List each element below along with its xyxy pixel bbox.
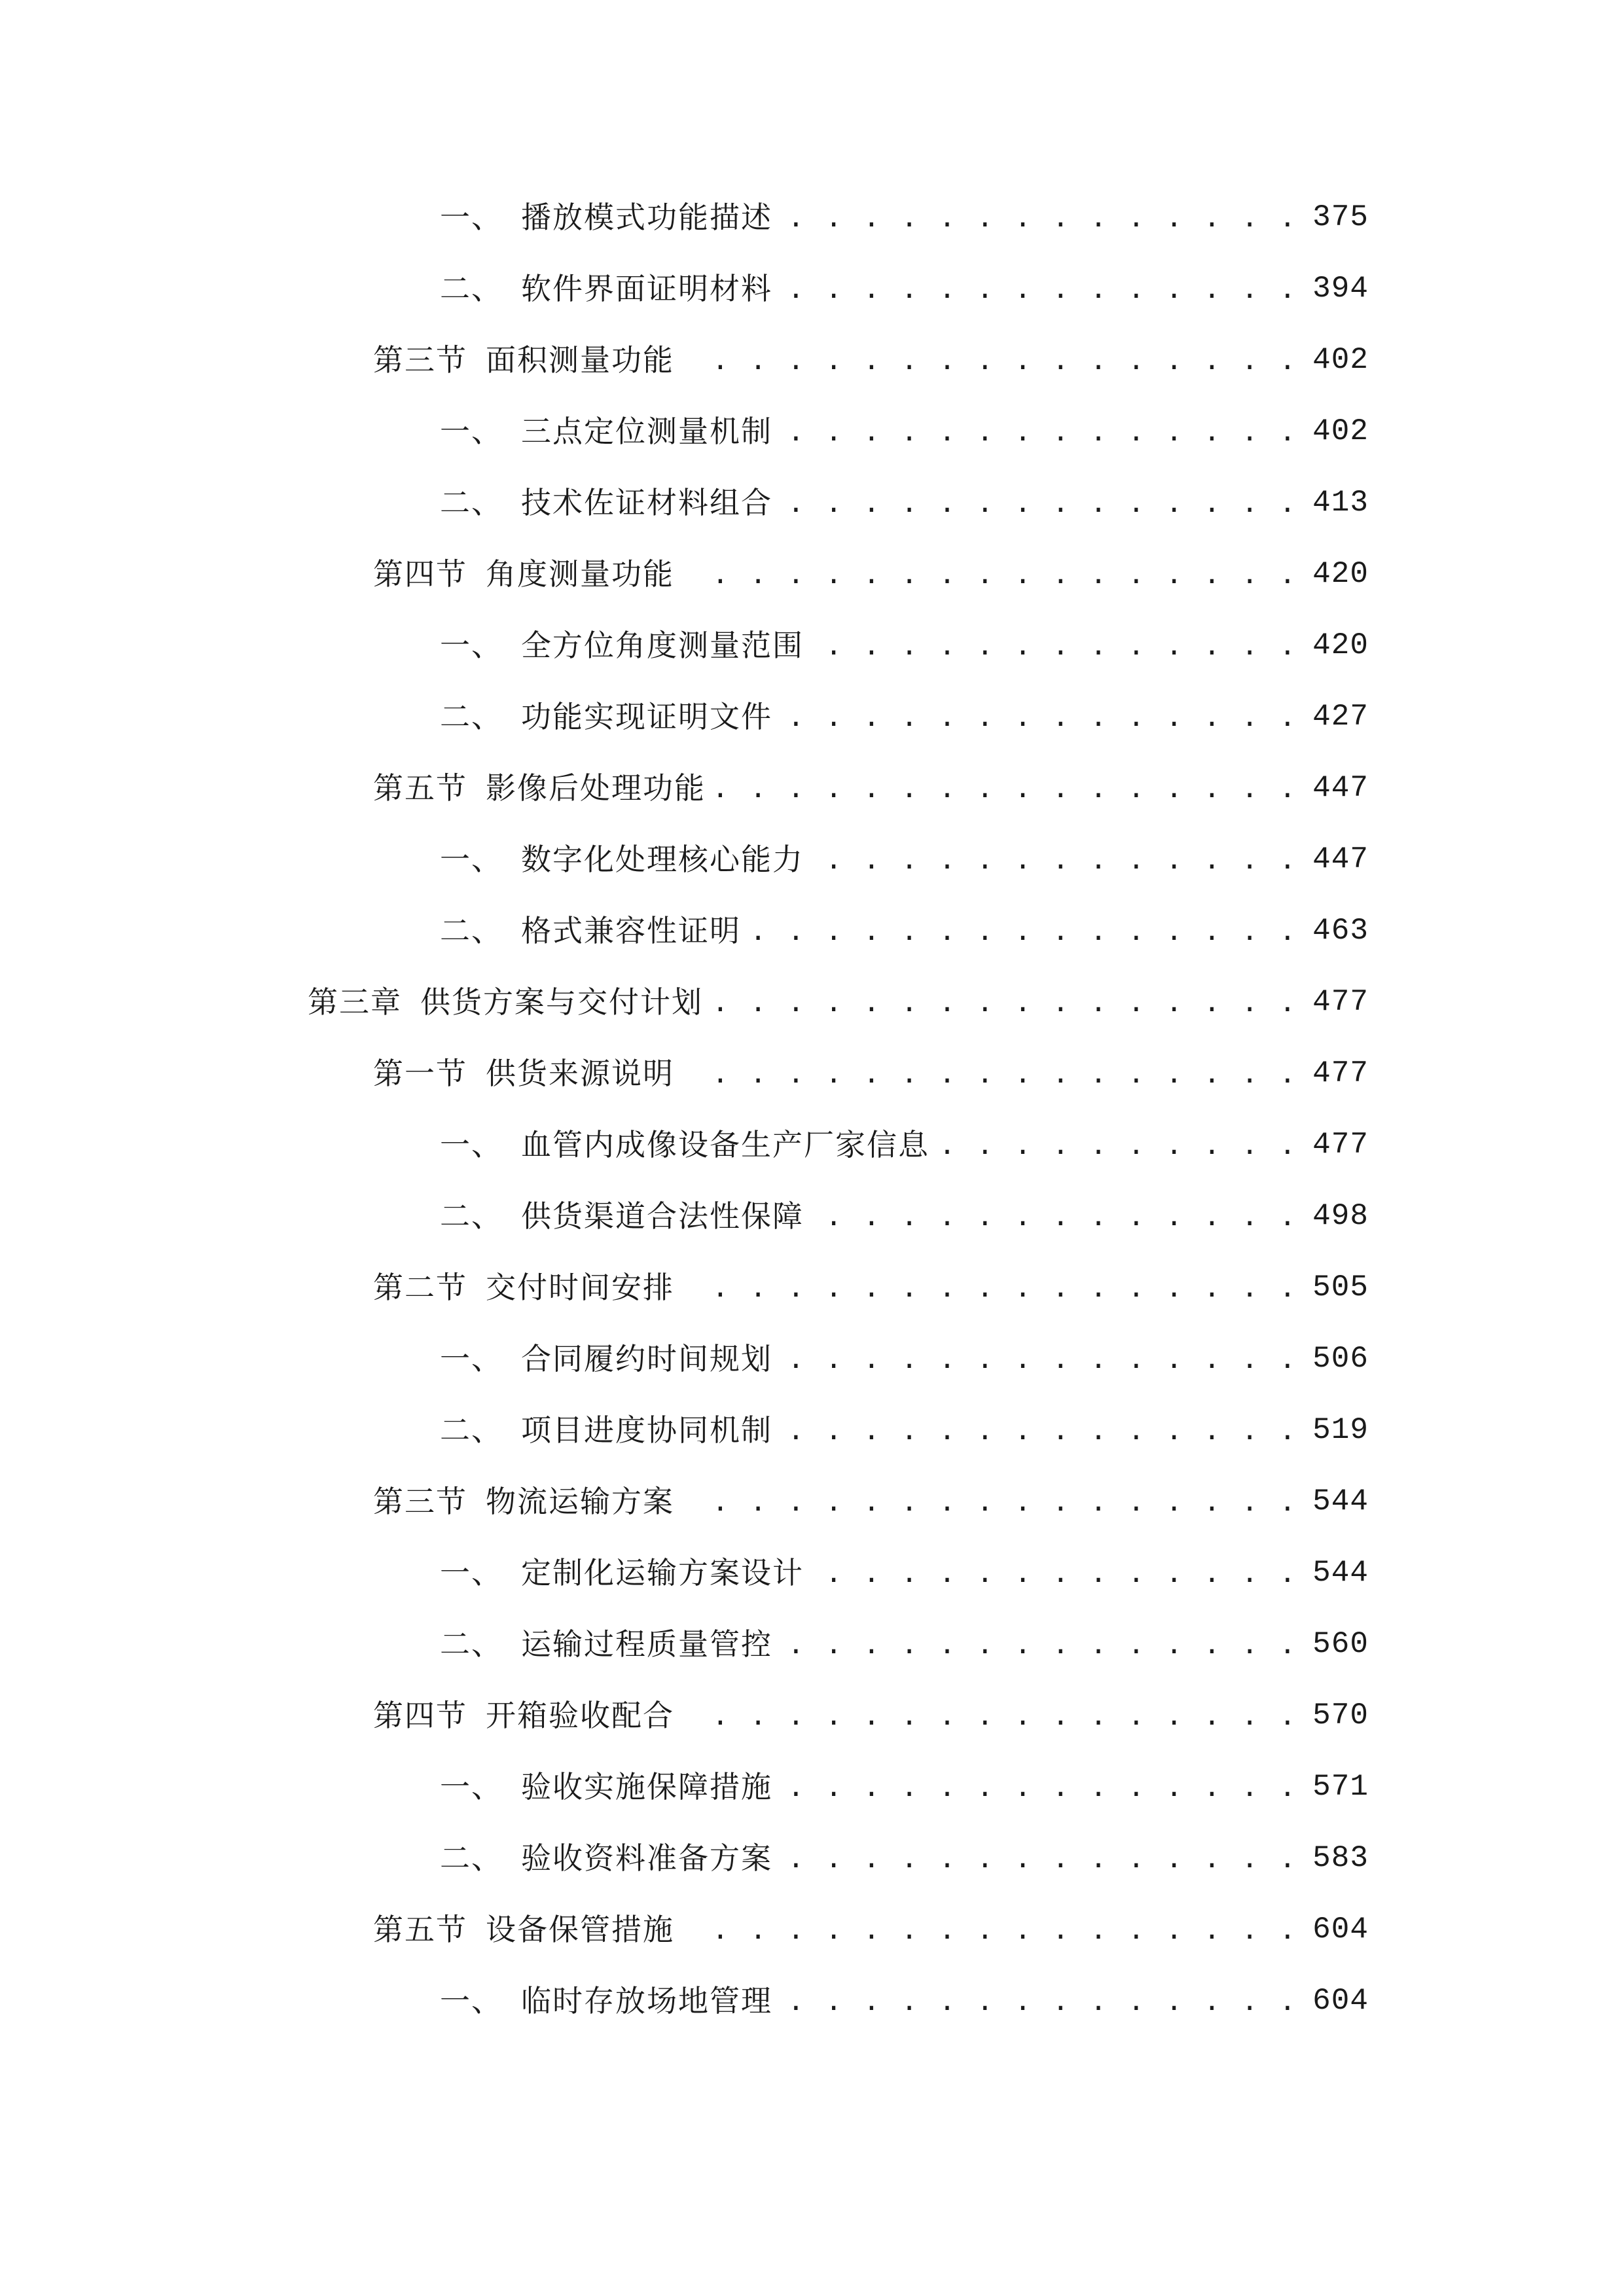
entry-title: 三点定位测量机制 xyxy=(521,414,772,449)
page-number: 375 xyxy=(1312,200,1369,234)
entry-prefix: 第五节 xyxy=(373,1912,467,1947)
dot-leader xyxy=(685,1903,1298,1956)
entry-title: 验收实施保障措施 xyxy=(521,1769,772,1804)
page-number: 604 xyxy=(1312,1984,1369,2018)
entry-prefix: 二、 xyxy=(440,1626,503,1662)
toc-entry[interactable] xyxy=(440,1761,1369,1813)
entry-title: 格式兼容性证明 xyxy=(521,913,741,948)
page-number: 420 xyxy=(1312,628,1369,662)
dot-leader xyxy=(685,1475,1298,1528)
toc-entry[interactable] xyxy=(373,1261,1369,1314)
page-number: 544 xyxy=(1312,1556,1369,1590)
entry-title: 功能实现证明文件 xyxy=(521,699,772,734)
toc-entry[interactable] xyxy=(373,1047,1369,1100)
toc-entry[interactable] xyxy=(440,833,1369,886)
toc-entry[interactable] xyxy=(373,334,1369,386)
entry-prefix: 二、 xyxy=(440,1840,503,1876)
dot-leader xyxy=(814,1190,1298,1242)
entry-title: 合同履约时间规划 xyxy=(521,1341,772,1376)
entry-prefix: 二、 xyxy=(440,485,503,520)
entry-title: 定制化运输方案设计 xyxy=(521,1555,804,1590)
entry-prefix: 二、 xyxy=(440,699,503,734)
page-number: 402 xyxy=(1312,414,1369,448)
entry-prefix: 一、 xyxy=(440,1983,503,2018)
dot-leader xyxy=(940,1119,1298,1171)
entry-prefix: 第三节 xyxy=(373,342,467,378)
toc-entry[interactable] xyxy=(440,262,1369,315)
page-number: 420 xyxy=(1312,557,1369,591)
page-number: 571 xyxy=(1312,1770,1369,1804)
dot-leader xyxy=(783,1618,1298,1670)
page-number: 506 xyxy=(1312,1342,1369,1376)
entry-prefix: 第一节 xyxy=(373,1056,467,1091)
toc-entry[interactable] xyxy=(373,1903,1369,1956)
entry-title: 供货来源说明 xyxy=(486,1056,674,1091)
page-number: 477 xyxy=(1312,1128,1369,1162)
page-number: 505 xyxy=(1312,1270,1369,1304)
entry-title: 项目进度协同机制 xyxy=(521,1412,772,1448)
toc-entry[interactable] xyxy=(440,1119,1369,1171)
page-number: 427 xyxy=(1312,700,1369,734)
dot-leader xyxy=(685,1261,1298,1314)
toc-entry[interactable] xyxy=(440,1618,1369,1670)
dot-leader xyxy=(814,833,1298,886)
dot-leader xyxy=(751,905,1298,957)
page-number: 519 xyxy=(1312,1413,1369,1447)
toc-entry[interactable] xyxy=(373,1689,1369,1742)
page-number: 560 xyxy=(1312,1627,1369,1661)
dot-leader xyxy=(783,191,1298,243)
entry-prefix: 一、 xyxy=(440,1127,503,1162)
entry-prefix: 第四节 xyxy=(373,556,467,592)
entry-prefix: 第五节 xyxy=(373,770,467,806)
entry-prefix: 一、 xyxy=(440,1769,503,1804)
toc-entry[interactable] xyxy=(440,1190,1369,1242)
toc-entry[interactable] xyxy=(440,191,1369,243)
entry-title: 验收资料准备方案 xyxy=(521,1840,772,1876)
page-number: 394 xyxy=(1312,272,1369,306)
entry-prefix: 二、 xyxy=(440,913,503,948)
dot-leader xyxy=(783,1333,1298,1385)
entry-title: 供货渠道合法性保障 xyxy=(521,1198,804,1234)
page-number: 402 xyxy=(1312,343,1369,377)
dot-leader xyxy=(685,334,1298,386)
dot-leader xyxy=(783,1975,1298,2027)
entry-title: 物流运输方案 xyxy=(486,1484,674,1519)
dot-leader xyxy=(783,691,1298,743)
entry-title: 软件界面证明材料 xyxy=(521,271,772,306)
entry-prefix: 第三章 xyxy=(308,984,402,1020)
page-number: 413 xyxy=(1312,486,1369,520)
dot-leader xyxy=(783,405,1298,457)
page-number: 544 xyxy=(1312,1484,1369,1518)
entry-prefix: 第二节 xyxy=(373,1270,467,1305)
toc-entry[interactable] xyxy=(440,476,1369,529)
dot-leader xyxy=(716,762,1298,814)
toc-entry[interactable] xyxy=(440,1975,1369,2027)
entry-title: 设备保管措施 xyxy=(486,1912,674,1947)
dot-leader xyxy=(783,1832,1298,1884)
entry-title: 播放模式功能描述 xyxy=(521,200,772,235)
dot-leader xyxy=(783,262,1298,315)
toc-entry[interactable] xyxy=(440,1832,1369,1884)
entry-prefix: 二、 xyxy=(440,1198,503,1234)
page-number: 463 xyxy=(1312,914,1369,948)
page-number: 447 xyxy=(1312,771,1369,805)
entry-prefix: 一、 xyxy=(440,1555,503,1590)
dot-leader xyxy=(783,1404,1298,1456)
entry-prefix: 一、 xyxy=(440,200,503,235)
entry-prefix: 一、 xyxy=(440,414,503,449)
entry-title: 角度测量功能 xyxy=(486,556,674,592)
entry-title: 技术佐证材料组合 xyxy=(521,485,772,520)
entry-prefix: 二、 xyxy=(440,271,503,306)
page-number: 570 xyxy=(1312,1698,1369,1732)
toc-entry[interactable] xyxy=(440,1404,1369,1456)
entry-title: 临时存放场地管理 xyxy=(521,1983,772,2018)
toc-entry[interactable] xyxy=(373,762,1369,814)
toc-entry[interactable] xyxy=(440,619,1369,672)
toc-entry[interactable] xyxy=(373,548,1369,600)
entry-title: 数字化处理核心能力 xyxy=(521,842,804,877)
toc-entry[interactable] xyxy=(440,405,1369,457)
entry-title: 运输过程质量管控 xyxy=(521,1626,772,1662)
entry-title: 影像后处理功能 xyxy=(486,770,706,806)
entry-title: 面积测量功能 xyxy=(486,342,674,378)
dot-leader xyxy=(685,1689,1298,1742)
entry-title: 供货方案与交付计划 xyxy=(420,984,703,1020)
entry-prefix: 一、 xyxy=(440,628,503,663)
toc-entry[interactable] xyxy=(373,1475,1369,1528)
entry-prefix: 第三节 xyxy=(373,1484,467,1519)
entry-title: 开箱验收配合 xyxy=(486,1698,674,1733)
entry-title: 交付时间安排 xyxy=(486,1270,674,1305)
toc-entry[interactable] xyxy=(440,1547,1369,1599)
entry-title: 血管内成像设备生产厂家信息 xyxy=(521,1127,929,1162)
toc-entry[interactable] xyxy=(440,1333,1369,1385)
entry-prefix: 一、 xyxy=(440,842,503,877)
page-number: 477 xyxy=(1312,1056,1369,1090)
entry-prefix: 二、 xyxy=(440,1412,503,1448)
page-number: 498 xyxy=(1312,1199,1369,1233)
dot-leader xyxy=(713,976,1298,1028)
dot-leader xyxy=(685,548,1298,600)
entry-title: 全方位角度测量范围 xyxy=(521,628,804,663)
page-number: 477 xyxy=(1312,985,1369,1019)
dot-leader xyxy=(783,476,1298,529)
page-number: 447 xyxy=(1312,842,1369,876)
toc-entry[interactable] xyxy=(440,905,1369,957)
page-number: 604 xyxy=(1312,1912,1369,1946)
dot-leader xyxy=(685,1047,1298,1100)
page-number: 583 xyxy=(1312,1841,1369,1875)
toc-entry[interactable] xyxy=(308,976,1369,1028)
dot-leader xyxy=(814,1547,1298,1599)
dot-leader xyxy=(783,1761,1298,1813)
entry-prefix: 一、 xyxy=(440,1341,503,1376)
dot-leader xyxy=(814,619,1298,672)
toc-entry[interactable] xyxy=(440,691,1369,743)
entry-prefix: 第四节 xyxy=(373,1698,467,1733)
